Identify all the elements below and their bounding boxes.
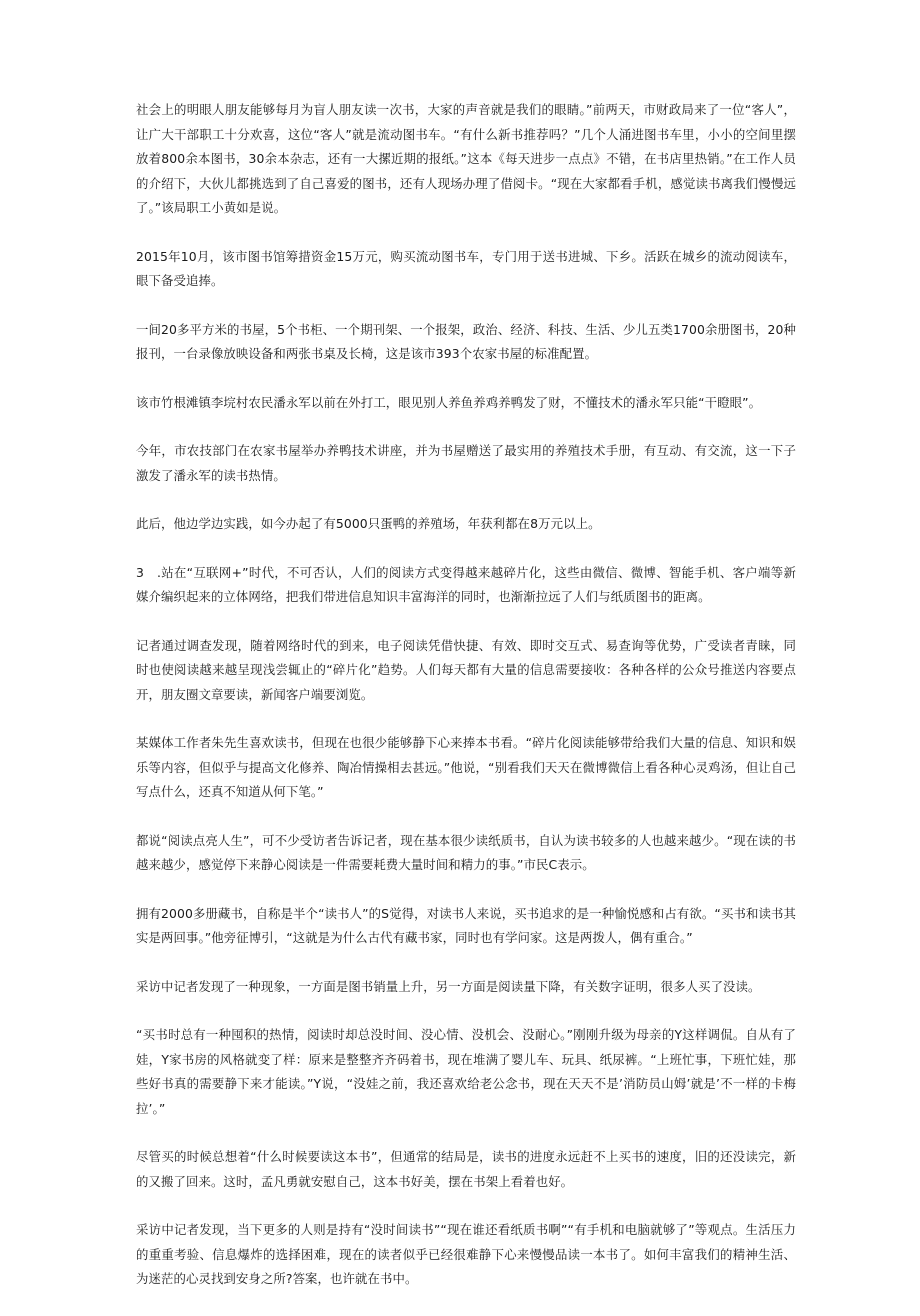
paragraph-15: 采访中记者发现，当下更多的人则是持有“没时间读书”“现在谁还看纸质书啊”“有手机和电脑就够了”等观点。生活压力的重重考验、信息爆炸的选择困难，现在的读者似乎已经很难静下心来慢慢品读一本书了。如何丰富我们的精神生活、为迷茫的心灵找到安身之所?答案，也许就在书中。 — [136, 1222, 796, 1286]
paragraph-11: 拥有2000多册藏书，自称是半个“读书人”的S觉得，对读书人来说，买书追求的是一种愉悦感和占有欲。“买书和读书其实是两回事。”他旁征博引，“这就是为什么古代有藏书家，同时也有学问家。这是两拨人，偶有重合。” — [136, 905, 796, 945]
paragraph-5: 今年，市农技部门在农家书屋举办养鸭技术讲座，并为书屋赠送了最实用的养殖技术手册，有互动、有交流，这一下子激发了潘永军的读书热情。 — [136, 443, 796, 483]
paragraph-13: “买书时总有一种囤积的热情，阅读时却总没时间、没心情、没机会、没耐心。”刚刚升级为母亲的Y这样调侃。自从有了娃，Y家书房的风格就变了样：原来是整整齐齐码着书，现在堆满了婴儿车、玩具、纸尿裤。“上班忙事，下班忙娃，那些好书真的需要静下来才能读。”Y说，“没娃之前，我还喜欢给老公念书，现在天天不是’消防员山姆’就是’不一样的卡梅拉’。” — [136, 1027, 796, 1116]
paragraph-9: 某媒体工作者朱先生喜欢读书，但现在也很少能够静下心来捧本书看。“碎片化阅读能够带给我们大量的信息、知识和娱乐等内容，但似乎与提高文化修养、陶冶情操相去甚远。”他说，“别看我们天天在微博微信上看各种心灵鸡汤，但让自己写点什么，还真不知道从何下笔。” — [136, 735, 796, 799]
paragraph-2: 2015年10月，该市图书馆筹措资金15万元，购买流动图书车，专门用于送书进城、下乡。活跃在城乡的流动阅读车，眼下备受追捧。 — [136, 248, 796, 288]
paragraph-1: 社会上的明眼人朋友能够每月为盲人朋友读一次书，大家的声音就是我们的眼睛。”前两天，市财政局来了一位“客人”，让广大干部职工十分欢喜，这位“客人”就是流动图书车。“有什么新书推荐吗？”几个人涌进图书车里，小小的空间里摆放着800余本图书，30余本杂志，还有一大摞近期的报纸。”这本《每天进步一点点》不错，在书店里热销。”在工作人员的介绍下，大伙儿都挑选到了自己喜爱的图书，还有人现场办理了借阅卡。“现在大家都看手机，感觉读书离我们慢慢远了。”该局职工小黄如是说。 — [136, 102, 796, 215]
paragraph-3: 一间20多平方米的书屋，5个书柜、一个期刊架、一个报架，政治、经济、科技、生活、少儿五类1700余册图书，20种报刊，一台录像放映设备和两张书桌及长椅，这是该市393个农家书屋的标准配置。 — [136, 321, 796, 361]
document-page — [136, 98, 796, 1316]
paragraph-10: 都说“阅读点亮人生”，可不少受访者告诉记者，现在基本很少读纸质书，自认为读书较多的人也越来越少。“现在读的书越来越少，感觉停下来静心阅读是一件需要耗费大量时间和精力的事。”市民C表示。 — [136, 832, 796, 872]
paragraph-6: 此后，他边学边实践，如今办起了有5000只蛋鸭的养殖场，年获利都在8万元以上。 — [136, 516, 601, 531]
paragraph-8: 记者通过调查发现，随着网络时代的到来，电子阅读凭借快捷、有效、即时交互式、易查询等优势，广受读者青睐，同时也使阅读越来越呈现浅尝辄止的“碎片化”趋势。人们每天都有大量的信息需要接收：各种各样的公众号推送内容要点开，朋友圈文章要读，新闻客户端要浏览。 — [136, 637, 796, 702]
paragraph-4: 该市竹根滩镇李垸村农民潘永军以前在外打工，眼见别人养鱼养鸡养鸭发了财，不懂技术的潘永军只能“干瞪眼”。 — [136, 394, 762, 410]
paragraph-7: 3 .站在“互联网+”时代，不可否认，人们的阅读方式变得越来越碎片化，这些由微信、微博、智能手机、客户端等新媒介编织起来的立体网络，把我们带进信息知识丰富海洋的同时，也渐渐拉远了人们与纸质图书的距离。 — [136, 564, 796, 604]
paragraph-12: 采访中记者发现了一种现象，一方面是图书销量上升，另一方面是阅读量下降，有关数字证明，很多人买了没读。 — [136, 978, 761, 994]
paragraph-14: 尽管买的时候总想着“什么时候要读这本书”，但通常的结局是，读书的进度永远赶不上买书的速度，旧的还没读完，新的又搬了回来。这时，孟凡勇就安慰自己，这本书好美，摆在书架上看着也好。 — [136, 1149, 796, 1189]
